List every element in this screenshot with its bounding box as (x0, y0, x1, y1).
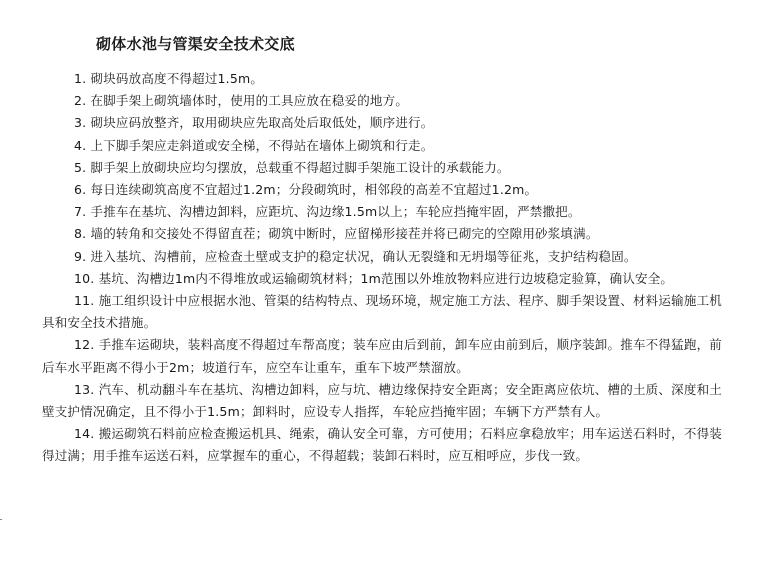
item-text: 在脚手架上砌筑墙体时，使用的工具应放在稳妥的地方。 (90, 93, 409, 109)
item-number: 5. (74, 159, 87, 175)
item-number: 8. (74, 226, 87, 242)
item-number: 2. (74, 93, 87, 109)
safety-item (42, 223, 722, 245)
item-text: 手推车在基坑、沟槽边卸料，应距坑、沟边缘1.5m以上；车轮应挡掩牢固，严禁撒把。 (90, 204, 581, 220)
item-text: 砌块应码放整齐，取用砌块应先取高处后取低处，顺序进行。 (90, 115, 434, 131)
safety-item (42, 423, 722, 467)
item-number: 10. (74, 270, 95, 286)
safety-item (42, 268, 722, 290)
safety-item (42, 157, 722, 179)
safety-item (42, 112, 722, 134)
item-number: 6. (74, 182, 87, 198)
item-number: 12. (74, 337, 95, 353)
item-text: 每日连续砌筑高度不宜超过1.2m；分段砌筑时，相邻段的高差不宜超过1.2m。 (90, 182, 538, 198)
item-number: 14. (74, 426, 95, 442)
item-text: 砌块码放高度不得超过1.5m。 (90, 71, 264, 86)
item-number: 13. (74, 381, 95, 397)
safety-item (42, 334, 722, 378)
item-number: 3. (74, 115, 87, 131)
item-text: 上下脚手架应走斜道或安全梯，不得站在墙体上砌筑和行走。 (90, 137, 434, 153)
item-text: 进入基坑、沟槽前，应检查土壁或支护的稳定状况，确认无裂缝和无坍塌等征兆，支护结构稳固。 (90, 248, 637, 264)
safety-item-list (42, 68, 722, 468)
item-text: 脚手架上放砌块应均匀摆放，总载重不得超过脚手架施工设计的承载能力。 (90, 159, 510, 175)
safety-item (42, 290, 722, 334)
item-number: 1. (74, 71, 87, 86)
safety-item (42, 379, 722, 423)
document-title: 砌体水池与管渠安全技术交底 (96, 35, 295, 53)
item-text: 墙的转角和交接处不得留直茬；砌筑中断时，应留梯形接茬并将已砌完的空隙用砂浆填满。 (90, 226, 599, 242)
item-text: 搬运砌筑石料前应检查搬运机具、绳索，确认安全可靠，方可使用；石料应拿稳放牢；用车运送石料时，不得装得过满；用手推车运送石料，应掌握车的重心，不得超载；装卸石料时，应互相呼应，步伐一致。 (42, 426, 722, 464)
item-number: 7. (74, 204, 87, 220)
safety-item (42, 201, 722, 223)
safety-item (42, 90, 722, 112)
item-number: 9. (74, 248, 87, 264)
safety-item (42, 179, 722, 201)
item-text: 基坑、沟槽边1m内不得堆放或运输砌筑材料；1m范围以外堆放物料应进行边坡稳定验算，确认安全。 (98, 270, 674, 286)
item-text: 汽车、机动翻斗车在基坑、沟槽边卸料，应与坑、槽边缘保持安全距离；安全距离应依坑、槽的土质、深度和土壁支护情况确定，且不得小于1.5m；卸料时，应设专人指挥，车轮应挡掩牢固；车辆下方严禁有人。 (42, 381, 722, 420)
item-number: 4. (74, 137, 87, 153)
margin-mark (0, 519, 2, 520)
item-text: 手推车运砌块，装料高度不得超过车帮高度；装车应由后到前，卸车应由前到后，顺序装卸。推车不得猛跑，前后车水平距离不得小于2m；坡道行车，应空车让重车，重车下坡严禁溜放。 (42, 337, 722, 375)
safety-item (42, 68, 722, 90)
safety-item (42, 246, 722, 268)
safety-item (42, 135, 722, 157)
item-text: 施工组织设计中应根据水池、管渠的结构特点、现场环境，规定施工方法、程序、脚手架设置、材料运输施工机具和安全技术措施。 (42, 293, 722, 331)
item-number: 11. (74, 293, 95, 309)
